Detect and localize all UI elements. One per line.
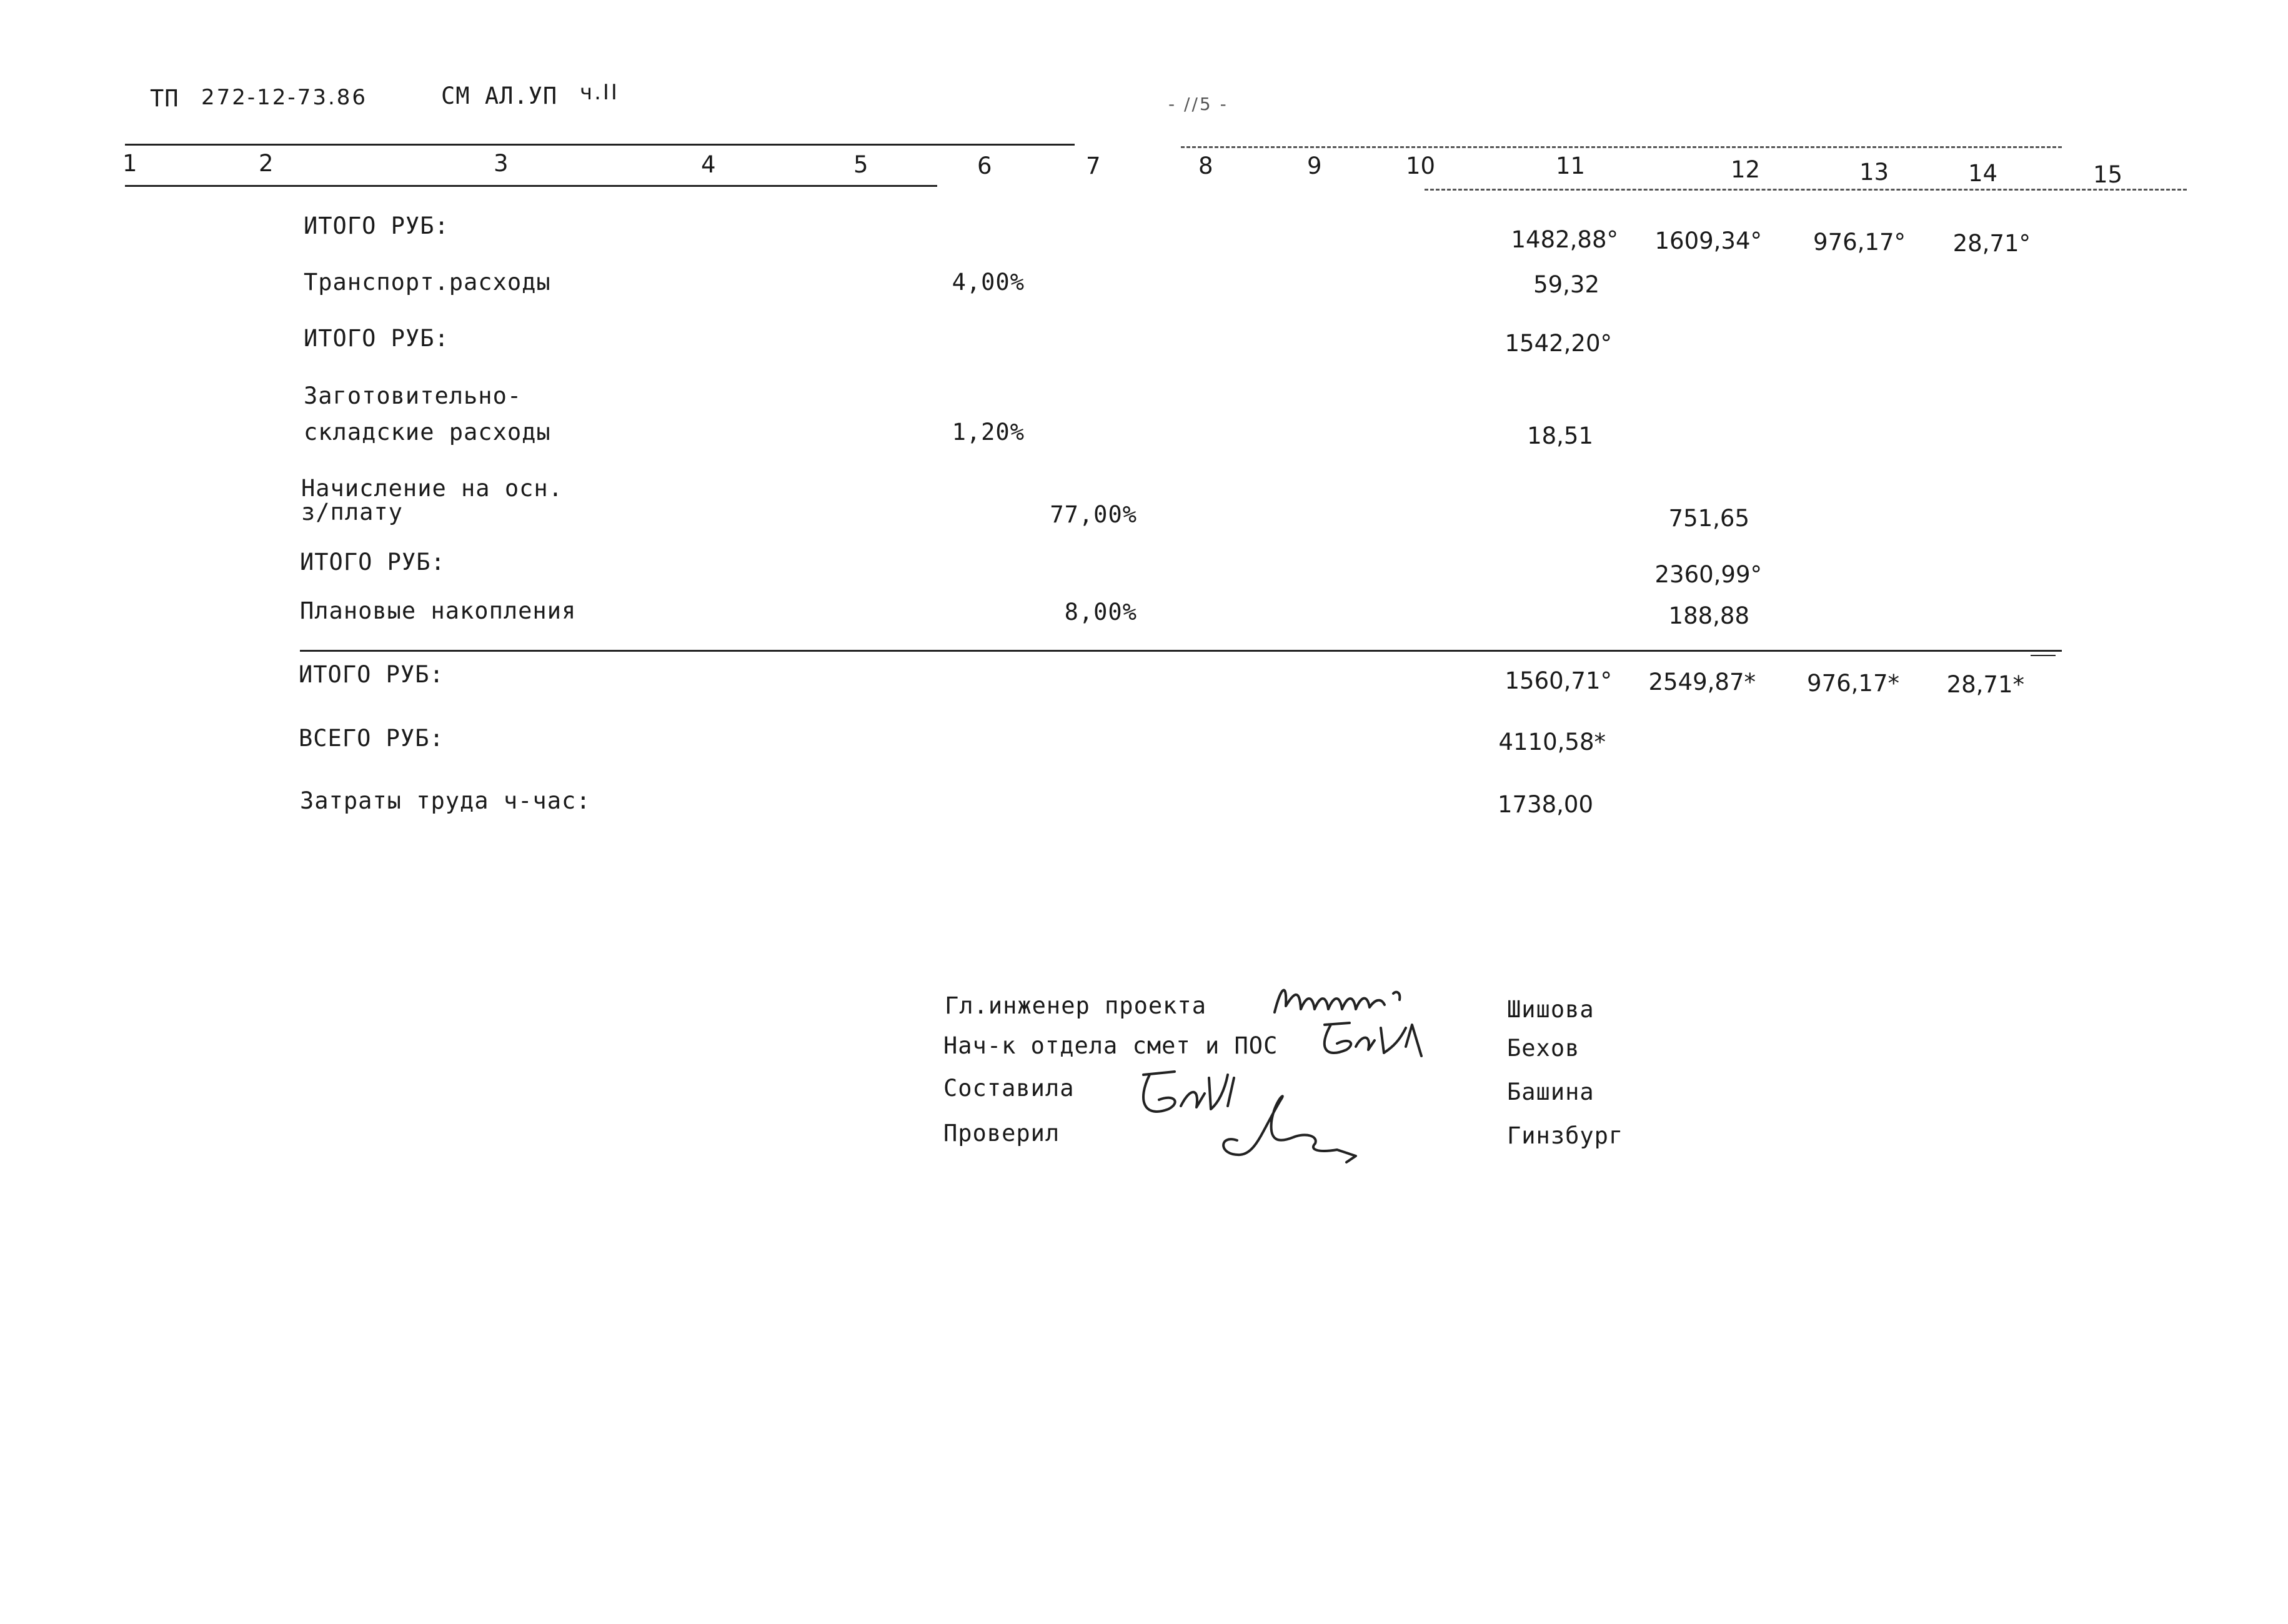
signature-role: Проверил — [943, 1120, 1060, 1147]
doc-number: 272-12-73.86 — [201, 85, 368, 110]
col-num-10: 10 — [1406, 152, 1436, 179]
col-num-6: 6 — [977, 152, 992, 179]
row-value-col12: 751,65 — [1668, 505, 1749, 532]
handwritten-signature-3 — [1131, 1062, 1393, 1168]
row-label-line1: Заготовительно- — [304, 382, 522, 409]
row-value-col12: 2549,87* — [1648, 669, 1756, 695]
col-num-9: 9 — [1307, 152, 1322, 179]
row-label: Транспорт.расходы — [304, 269, 551, 296]
row-value-col12: 2360,99° — [1654, 561, 1762, 588]
row-label-line2: з/плату — [301, 499, 403, 526]
row-label-line1: Начисление на осн. — [301, 475, 563, 502]
col-num-7: 7 — [1086, 152, 1101, 179]
row-value-col14: 28,71* — [1946, 671, 2024, 698]
row-value-col11: 1542,20° — [1505, 330, 1612, 357]
col-num-2: 2 — [259, 150, 274, 177]
row-label: ИТОГО РУБ: — [300, 549, 445, 575]
totals-rule — [300, 650, 2062, 652]
row-value-col11: 1482,88° — [1511, 226, 1618, 253]
row-label: ИТОГО РУБ: — [304, 212, 449, 239]
row-label: ВСЕГО РУБ: — [299, 725, 444, 752]
signature-name: Шишова — [1507, 996, 1594, 1023]
col-num-5: 5 — [853, 151, 868, 178]
handwritten-signature-2 — [1312, 1015, 1431, 1065]
row-value-col11: 1560,71° — [1505, 667, 1612, 694]
signature-name: Бехов — [1507, 1035, 1580, 1062]
col-num-1: 1 — [122, 150, 137, 177]
header-bottom-rule-right — [1425, 189, 2187, 191]
row-value-col12: 1609,34° — [1654, 227, 1762, 254]
signature-name: Башина — [1507, 1079, 1594, 1105]
row-value-col11: 1738,00 — [1497, 791, 1593, 818]
page-mark: - //5 - — [1168, 94, 1228, 114]
col-num-13: 13 — [1859, 159, 1889, 186]
row-label: Затраты труда ч-час: — [300, 787, 591, 814]
doc-code: ТП — [150, 85, 179, 112]
col-num-12: 12 — [1731, 156, 1761, 183]
row-value-col6: 1,20% — [952, 419, 1025, 446]
col-num-11: 11 — [1556, 152, 1586, 179]
row-value-col7: 8,00% — [1064, 599, 1137, 625]
row-value-col13: 976,17° — [1813, 229, 1906, 256]
row-label: ИТОГО РУБ: — [299, 661, 444, 688]
row-label: ИТОГО РУБ: — [304, 325, 449, 352]
signature-role: Составила — [943, 1075, 1075, 1102]
signature-role: Нач-к отдела смет и ПОС — [943, 1032, 1278, 1059]
header-top-rule — [125, 144, 1075, 146]
totals-rule-tail — [2031, 655, 2056, 656]
header-top-rule-right — [1181, 146, 2062, 148]
row-value-col12: 188,88 — [1668, 602, 1749, 629]
row-value-col11: 4110,58* — [1498, 729, 1606, 755]
col-num-8: 8 — [1198, 152, 1213, 179]
col-num-14: 14 — [1968, 160, 1998, 187]
row-label-line2: складские расходы — [304, 419, 551, 446]
row-value-col6: 4,00% — [952, 269, 1025, 296]
row-label: Плановые накопления — [300, 597, 577, 624]
row-value-col11: 59,32 — [1533, 271, 1599, 298]
row-value-col7: 77,00% — [1050, 501, 1137, 528]
signature-role: Гл.инженер проекта — [945, 992, 1206, 1019]
row-value-col14: 28,71° — [1952, 230, 2031, 257]
col-num-3: 3 — [494, 150, 509, 177]
doc-part: ч.II — [580, 80, 619, 105]
row-value-col11: 18,51 — [1527, 422, 1593, 449]
col-num-4: 4 — [701, 151, 716, 178]
doc-section: СМ АЛ.УП — [441, 82, 558, 109]
signature-name: Гинзбург — [1507, 1122, 1624, 1149]
row-value-col13: 976,17* — [1807, 670, 1899, 697]
col-num-15: 15 — [2093, 161, 2123, 188]
header-bottom-rule — [125, 185, 937, 187]
